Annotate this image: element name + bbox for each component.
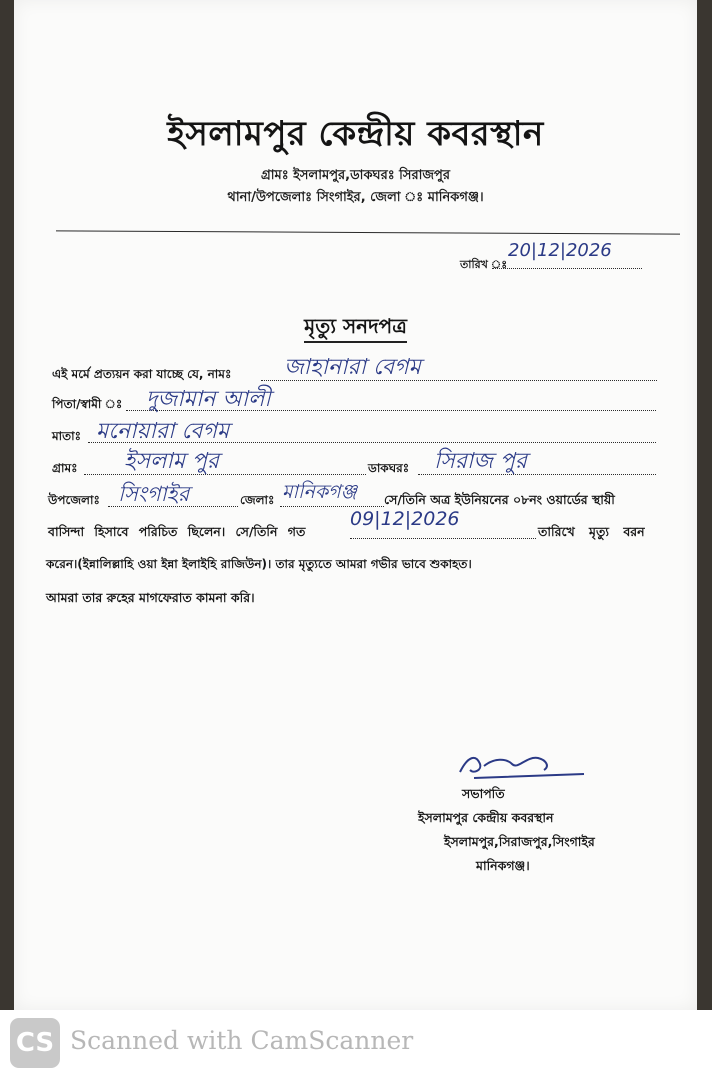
camscanner-watermark: Scanned with CamScanner xyxy=(70,1026,414,1055)
death-date-handwritten: 09|12|2026 xyxy=(350,508,460,530)
name-handwritten: জাহানারা বেগম xyxy=(284,355,421,380)
date-label: তারিখ ঃ xyxy=(460,258,508,271)
postoffice-handwritten: সিরাজ পুর xyxy=(434,449,528,474)
father-handwritten: দুজামান আলী xyxy=(146,387,271,412)
camscanner-logo: CS xyxy=(10,1018,60,1068)
signatory-org: ইসলামপুর কেন্দ্রীয় কবরস্থান xyxy=(418,810,554,825)
date-handwritten: 20|12|2026 xyxy=(508,240,612,261)
name-label: এই মর্মে প্রত্যয়ন করা যাচ্ছে যে, নামঃ xyxy=(52,367,232,381)
death-date-dotted-line xyxy=(350,538,536,539)
upazila-label: উপজেলাঃ xyxy=(48,493,100,507)
paragraph-line-6: বাসিন্দা হিসাবে পরিচিত ছিলেন। সে/তিনি গত xyxy=(48,524,306,539)
father-label: পিতা/স্বামী ঃ xyxy=(52,397,123,411)
signature-mark xyxy=(454,748,594,784)
village-handwritten: ইসলাম পুর xyxy=(124,449,219,474)
certificate-title: মৃত্যু সনদপত্র xyxy=(14,312,697,345)
paragraph-line-6-tail: তারিখে মৃত্যু বরন xyxy=(538,524,645,539)
org-title: ইসলামপুর কেন্দ্রীয় কবরস্থান xyxy=(167,114,544,154)
certificate-paper xyxy=(14,0,697,1010)
upazila-handwritten: সিংগাইর xyxy=(118,482,190,506)
address-line-2: থানা/উপজেলাঃ সিংগাইর, জেলা ঃ মানিকগঞ্জ। xyxy=(227,190,484,205)
signatory-role: সভাপতি xyxy=(462,786,505,801)
village-label: গ্রামঃ xyxy=(52,461,78,475)
signatory-district: মানিকগঞ্জ। xyxy=(476,858,530,873)
postoffice-label: ডাকঘরঃ xyxy=(368,461,410,475)
paragraph-line-5: সে/তিনি অত্র ইউনিয়নের ০৮নং ওয়ার্ডের স্থায়ী xyxy=(384,492,615,507)
mother-label: মাতাঃ xyxy=(52,429,82,443)
district-handwritten: মানিকগঞ্জ xyxy=(282,481,357,503)
header-divider xyxy=(56,230,680,234)
address-line-1: গ্রামঃ ইসলামপুর,ডাকঘরঃ সিরাজপুর xyxy=(260,168,451,183)
district-label: জেলাঃ xyxy=(240,493,275,507)
signatory-location: ইসলামপুর,সিরাজপুর,সিংগাইর xyxy=(444,834,595,849)
paragraph-line-8: আমরা তার রুহের মাগফেরাত কামনা করি। xyxy=(46,590,255,605)
date-dotted-line xyxy=(492,268,642,269)
paragraph-line-7: করেন।(ইন্নালিল্লাহি ওয়া ইন্না ইলাইহি রাজিউন)। তার মৃত্যুতে আমরা গভীর ভাবে শুকাহত। xyxy=(46,557,472,571)
mother-handwritten: মনোয়ারা বেগম xyxy=(96,419,230,444)
